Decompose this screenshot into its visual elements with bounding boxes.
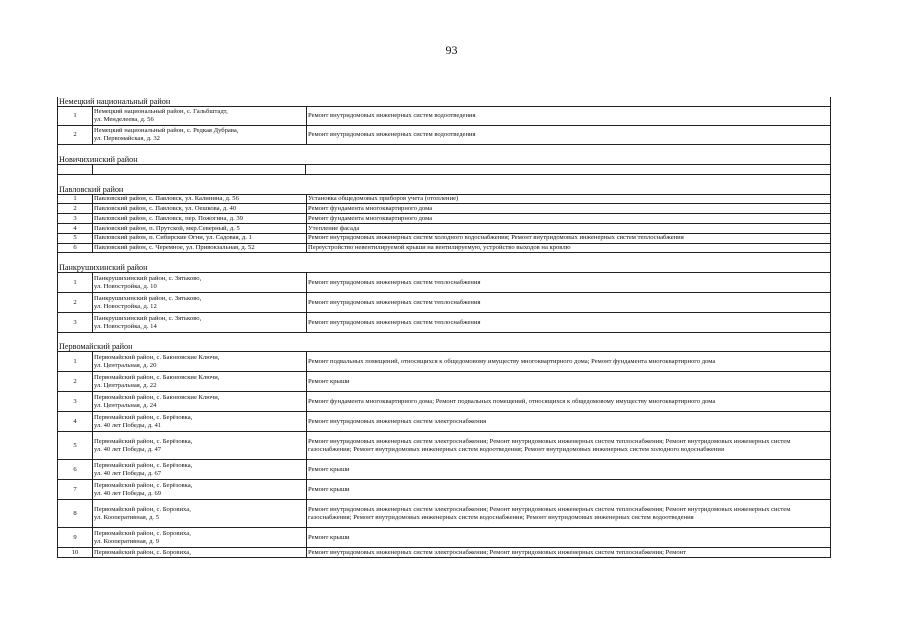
- table-row: [58, 432, 830, 460]
- address-cell: Павловский район, с. Павловск, ул. Калинина, д. 56: [93, 195, 307, 204]
- row-number: 5: [58, 432, 93, 459]
- row-number: 9: [58, 528, 93, 547]
- section-title: Новичихинский район: [58, 145, 830, 165]
- row-number: 2: [58, 126, 93, 144]
- table-row: [58, 313, 830, 333]
- table-row: [58, 500, 830, 528]
- section-title: Первомайский район: [58, 333, 830, 352]
- table-row: [58, 412, 830, 432]
- address-cell: Первомайский район, с. Баюновские Ключи, ул. Центральная, д. 24: [93, 392, 307, 411]
- row-number: 5: [58, 234, 93, 243]
- work-cell: Переустройство невентилируемой крыши на вентилируемую, устройство выходов на кровлю: [308, 244, 571, 252]
- table-row: [58, 352, 830, 372]
- work-cell: Ремонт внутридомовых инженерных систем теплоснабжения: [308, 319, 481, 327]
- table-row: [58, 273, 830, 293]
- address-cell: Первомайский район, с. Боровиха, ул. Кооперативная, д. 9: [93, 528, 307, 547]
- work-cell: Утепление фасада: [308, 224, 360, 232]
- address-cell: Павловский район, с. Павловск, ул. Оешкова, д. 40: [93, 204, 307, 213]
- row-number: 2: [58, 293, 93, 312]
- row-number: 1: [58, 352, 93, 371]
- row-number: 4: [58, 224, 93, 233]
- row-number: 3: [58, 214, 93, 223]
- address-cell: Первомайский район, с. Берёзовка, ул. 40 лет Победы, д. 47: [93, 432, 307, 459]
- row-number: 1: [58, 195, 93, 204]
- table-row: [58, 244, 830, 254]
- row-number: 7: [58, 480, 93, 499]
- table-row: [58, 234, 830, 244]
- work-cell: Ремонт крыши: [308, 466, 350, 474]
- row-number: 10: [58, 548, 93, 557]
- table-row: [58, 214, 830, 224]
- table-row: [58, 372, 830, 392]
- table-row: [58, 548, 830, 558]
- row-number: 3: [58, 392, 93, 411]
- work-cell: Ремонт фундамента многоквартирного дома: [308, 205, 433, 213]
- work-cell: Ремонт внутридомовых инженерных систем водоотведения: [308, 131, 476, 139]
- address-cell: Первомайский район, с. Боровиха,: [93, 548, 307, 557]
- row-number: 2: [58, 372, 93, 391]
- work-cell: Ремонт подвальных помещений, относящихся к общедомовому имуществу многоквартирного дома; Ремонт фундамента многоквартирного дома: [308, 358, 716, 366]
- empty-row: [58, 165, 830, 175]
- work-cell: Ремонт внутридомовых инженерных систем холодного водоснабжения; Ремонт внутридомовых инженерных систем теплоснабжения: [308, 234, 684, 242]
- table-row: [58, 224, 830, 234]
- work-cell: Ремонт внутридомовых инженерных систем теплоснабжения: [308, 299, 481, 307]
- row-number: 6: [58, 244, 93, 253]
- row-number: 4: [58, 412, 93, 431]
- work-cell: Ремонт фундамента многоквартирного дома; Ремонт подвальных помещений, относящихся к общедомовому имуществу многоквартирного дома: [308, 398, 716, 406]
- work-cell: Ремонт крыши: [308, 534, 350, 542]
- address-cell: Павловский район, п. Сибирские Огни, ул. Садовая, д. 1: [93, 234, 307, 243]
- address-cell: Немецкий национальный район, с. Гальбштадт, ул. Менделеева, д. 56: [93, 107, 307, 125]
- work-cell: Ремонт внутридомовых инженерных систем электроснабжения; Ремонт внутридомовых инженерных систем теплоснабжения; Ремонт: [308, 549, 687, 557]
- address-cell: Павловский район, с. Черемное, ул. Привокзальная, д. 52: [93, 244, 307, 253]
- work-cell: Ремонт крыши: [308, 486, 350, 494]
- table-row: [58, 107, 830, 126]
- address-cell: Первомайский район, с. Берёзовка, ул. 40 лет Победы, д. 41: [93, 412, 307, 431]
- table-row: [58, 460, 830, 480]
- address-cell: Панкрушихинский район, с. Зятьково, ул. Новостройка, д. 10: [93, 273, 307, 292]
- works-table: [57, 97, 831, 558]
- address-cell: Первомайский район, с. Берёзовка, ул. 40 лет Победы, д. 67: [93, 460, 307, 479]
- address-cell: Панкрушихинский район, с. Зятьково, ул. Новостройка, д. 12: [93, 293, 307, 312]
- address-cell: Первомайский район, с. Боровиха, ул. Кооперативная, д. 5: [93, 500, 307, 527]
- table-row: [58, 195, 830, 205]
- work-cell: Ремонт внутридомовых инженерных систем теплоснабжения: [308, 279, 481, 287]
- address-cell: Первомайский район, с. Берёзовка, ул. 40 лет Победы, д. 69: [93, 480, 307, 499]
- page-number: 93: [445, 43, 458, 57]
- section-title: Немецкий национальный район: [58, 97, 830, 107]
- row-number: 8: [58, 500, 93, 527]
- address-cell: Павловский район, с. Павловск, пер. Пожогина, д. 39: [93, 214, 307, 223]
- row-number: 1: [58, 107, 93, 125]
- row-number: 3: [58, 313, 93, 332]
- address-cell: Павловский район, п. Прутской, мкр.Северный, д. 5: [93, 224, 307, 233]
- work-cell: Ремонт внутридомовых инженерных систем электроснабжения; Ремонт внутридомовых инженерных систем теплоснабжения; Ремонт внутридомовых инженерных систем газоснабжения; Ремонт внутридомовых инженерных систем водоотведения; Ремонт внутридомовых инженерных систем холодного водоснабжения: [308, 438, 791, 453]
- table-row: [58, 392, 830, 412]
- section-title: Панкрушихинский район: [58, 253, 830, 273]
- row-number: 2: [58, 204, 93, 213]
- address-cell: Первомайский район, с. Баюновские Ключи, ул. Центральная, д. 22: [93, 372, 307, 391]
- table-row: [58, 480, 830, 500]
- work-cell: Ремонт внутридомовых инженерных систем электроснабжения; Ремонт внутридомовых инженерных систем теплоснабжения; Ремонт внутридомовых инженерных систем газоснабжения; Ремонт внутридомовых инженерных систем водоснабжения; Ремонт внутридомовых инженерных систем водоотведения: [308, 506, 791, 521]
- address-cell: Панкрушихинский район, с. Зятьково, ул. Новостройка, д. 14: [93, 313, 307, 332]
- table-row: [58, 528, 830, 548]
- work-cell: Ремонт внутридомовых инженерных систем электроснабжения: [308, 418, 487, 426]
- work-cell: Ремонт внутридомовых инженерных систем водоотведения: [308, 112, 476, 120]
- address-cell: Первомайский район, с. Баюновские Ключи, ул. Центральная, д. 20: [93, 352, 307, 371]
- row-number: 1: [58, 273, 93, 292]
- address-cell: Немецкий национальный район, с. Редкая Дубрава, ул. Первомайская, д. 32: [93, 126, 307, 144]
- work-cell: Ремонт крыши: [308, 378, 350, 386]
- work-cell: Ремонт фундамента многоквартирного дома: [308, 214, 433, 222]
- section-title: Павловский район: [58, 175, 830, 195]
- row-number: 6: [58, 460, 93, 479]
- table-row: [58, 204, 830, 214]
- table-row: [58, 126, 830, 145]
- work-cell: Установка общедомовых приборов учета (отопление): [308, 195, 459, 203]
- table-row: [58, 293, 830, 313]
